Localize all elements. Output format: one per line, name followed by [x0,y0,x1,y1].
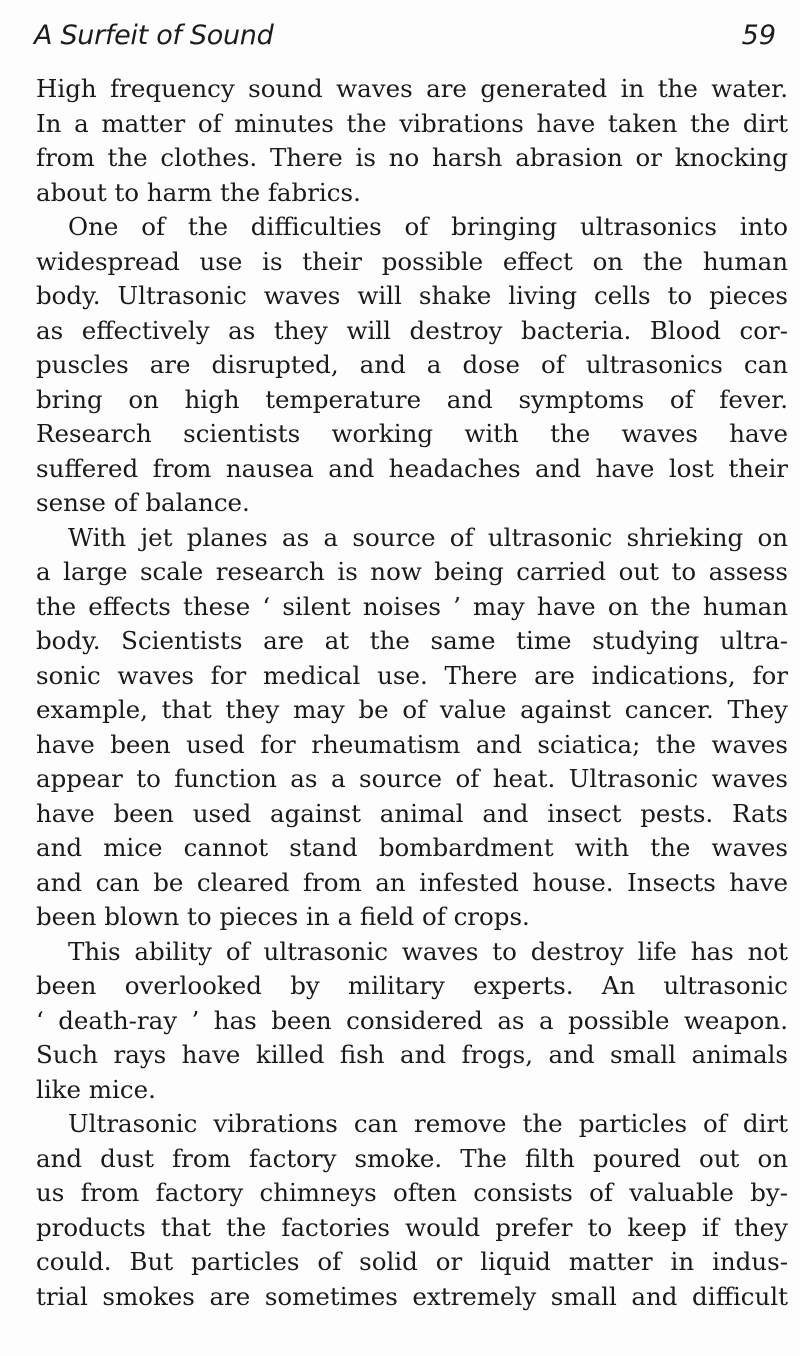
text-line: been overlooked by military experts. An ultrasonic [36,971,788,1000]
text-line: Ultrasonic vibrations can remove the particles of dirt [68,1109,788,1138]
paragraph-4 [36,935,788,1108]
text-line: With jet planes as a source of ultrasonic shrieking on [68,522,788,552]
text-line: example, that they may be of value against cancer. They [36,695,788,724]
text-line: have been used against animal and insect pests. Rats [36,798,788,828]
text-line: as effectively as they will destroy bacteria. Blood cor- [36,315,788,345]
paragraph-5 [36,1107,788,1314]
text-line: and mice cannot stand bombardment with the waves [36,833,788,862]
text-line: could. But particles of solid or liquid matter in indus- [36,1247,788,1276]
text-line: and can be cleared from an infested house. Insects have [36,867,788,897]
text-line: trial smokes are sometimes extremely small and difficult [36,1281,788,1311]
text-line: sense of balance. [36,488,250,517]
page-number: 59 [741,20,776,51]
text-line: us from factory chimneys often consists of valuable by- [36,1178,788,1207]
text-line: suffered from nausea and headaches and have lost their [36,453,788,483]
text-line: a large scale research is now being carried out to assess [36,557,788,586]
text-line: sonic waves for medical use. There are indications, for [36,660,788,690]
text-line: about to harm the fabrics. [36,177,361,207]
text-line: have been used for rheumatism and sciatica; the waves [36,729,788,759]
text-line: widespread use is their possible effect on the human [36,246,788,276]
text-line: from the clothes. There is no harsh abrasion or knocking [36,143,788,172]
text-line: body. Scientists are at the same time studying ultra- [36,626,788,655]
text-line: bring on high temperature and symptoms of fever. [36,384,788,414]
text-line: appear to function as a source of heat. Ultrasonic waves [36,764,788,793]
text-line: Research scientists working with the waves have [36,419,788,448]
text-line: like mice. [36,1074,156,1104]
running-head [34,20,776,60]
text-line: In a matter of minutes the vibrations have taken the dirt [36,108,788,138]
text-line: the effects these ‘ silent noises ’ may have on the human [36,591,788,621]
paragraph-1 [36,72,788,210]
paragraph-2 [36,210,788,521]
chapter-title: A Surfeit of Sound [34,20,274,51]
text-line: and dust from factory smoke. The filth poured out on [36,1143,788,1173]
text-line: This ability of ultrasonic waves to destroy life has not [68,936,788,966]
text-line: High frequency sound waves are generated in the water. [36,74,788,103]
text-line: One of the difficulties of bringing ultrasonics into [68,212,788,241]
text-line: been blown to pieces in a field of crops. [36,902,530,931]
text-line: products that the factories would prefer to keep if they [36,1212,788,1242]
text-line: body. Ultrasonic waves will shake living cells to pieces [36,281,788,310]
text-line: Such rays have killed fish and frogs, and small animals [36,1040,788,1069]
text-line: puscles are disrupted, and a dose of ultrasonics can [36,350,788,379]
body-text [36,72,788,1314]
text-line: ‘ death-ray ’ has been considered as a possible weapon. [36,1005,788,1035]
paragraph-3 [36,521,788,935]
